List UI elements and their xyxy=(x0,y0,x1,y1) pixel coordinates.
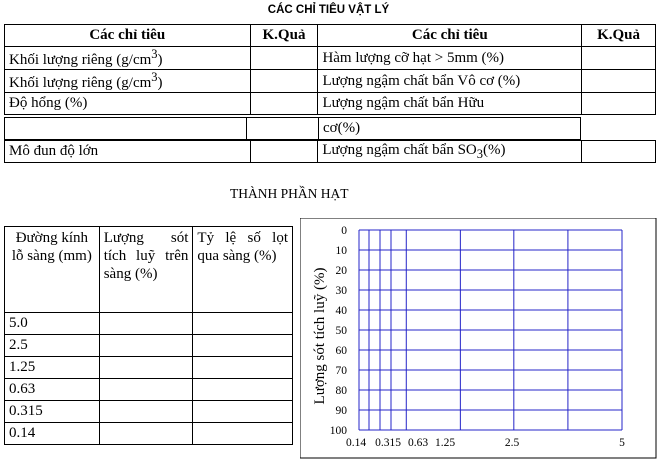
table-row xyxy=(5,141,656,163)
y-tick-label: 0 xyxy=(341,225,347,237)
table-row xyxy=(5,313,293,335)
passing-cell[interactable] xyxy=(193,401,293,423)
retained-cell[interactable] xyxy=(99,357,193,379)
column-header: Tỷ lệ số lọt qua sàng (%) xyxy=(193,227,293,313)
column-header: Các chỉ tiêu xyxy=(318,25,582,47)
table-row xyxy=(5,335,293,357)
result-cell[interactable] xyxy=(250,93,318,115)
property-name: Hàm lượng cỡ hạt > 5mm (%) xyxy=(318,47,582,70)
y-tick-label: 60 xyxy=(335,345,347,357)
y-tick-label: 40 xyxy=(335,305,347,317)
physical-properties-last-row xyxy=(4,140,656,163)
y-tick-label: 80 xyxy=(335,385,347,397)
chart-frame xyxy=(300,218,656,458)
sieve-size: 0.63 xyxy=(5,379,100,401)
passing-cell[interactable] xyxy=(193,379,293,401)
table-row xyxy=(5,379,293,401)
sieve-size: 1.25 xyxy=(5,357,100,379)
y-tick-label: 30 xyxy=(335,285,347,297)
result-cell[interactable] xyxy=(582,93,656,115)
column-header: K.Quả xyxy=(582,25,656,47)
y-tick-label: 70 xyxy=(335,365,347,377)
retained-cell[interactable] xyxy=(99,379,193,401)
property-name xyxy=(5,118,247,140)
sieve-size: 2.5 xyxy=(5,335,100,357)
y-axis-label: Lượng sót tích luỹ (%) xyxy=(312,267,328,405)
y-tick-label: 10 xyxy=(335,245,347,257)
property-name: cơ(%) xyxy=(319,118,581,140)
retained-cell[interactable] xyxy=(99,401,193,423)
x-tick-label: 0.14 xyxy=(345,437,367,449)
table-row xyxy=(5,70,656,93)
grain-composition-title: THÀNH PHẦN HẠT xyxy=(230,186,349,201)
sieve-size: 5.0 xyxy=(5,313,100,335)
sieve-size: 0.14 xyxy=(5,423,100,445)
column-header: Các chỉ tiêu xyxy=(5,25,251,47)
sieve-size: 0.315 xyxy=(5,401,100,423)
sieve-table xyxy=(4,226,293,445)
property-name: Độ hổng (%) xyxy=(5,93,251,115)
result-cell[interactable] xyxy=(582,47,656,70)
result-cell[interactable] xyxy=(247,118,319,140)
property-name: Lượng ngậm chất bẩn Vô cơ (%) xyxy=(318,70,582,93)
table-row xyxy=(5,47,656,70)
column-header: Đường kính lỗ sàng (mm) xyxy=(5,227,100,313)
table-row xyxy=(5,118,581,140)
column-header: Lượng sót tích luỹ trên sàng (%) xyxy=(99,227,193,313)
passing-cell[interactable] xyxy=(193,357,293,379)
physical-properties-split-row xyxy=(4,117,581,140)
table-row xyxy=(5,401,293,423)
x-tick-label: 1.25 xyxy=(434,437,456,449)
table-header-row xyxy=(5,227,293,313)
retained-cell[interactable] xyxy=(99,313,193,335)
y-tick-label: 100 xyxy=(329,425,347,437)
retained-cell[interactable] xyxy=(99,335,193,357)
result-cell[interactable] xyxy=(582,141,656,163)
x-tick-label: 0.315 xyxy=(375,437,401,449)
table-row xyxy=(5,93,656,115)
y-tick-label: 50 xyxy=(335,325,347,337)
x-tick-label: 5 xyxy=(619,437,625,449)
y-tick-label: 90 xyxy=(335,405,347,417)
result-cell[interactable] xyxy=(250,141,318,163)
property-name: Mô đun độ lớn xyxy=(5,141,251,163)
passing-cell[interactable] xyxy=(193,313,293,335)
result-cell[interactable] xyxy=(582,70,656,93)
grading-chart xyxy=(300,218,657,459)
page-title: CÁC CHỈ TIÊU VẬT LÝ xyxy=(267,4,390,16)
property-name: Lượng ngậm chất bẩn Hữu xyxy=(318,93,582,115)
y-tick-label: 20 xyxy=(335,265,347,277)
table-row xyxy=(5,357,293,379)
table-row xyxy=(5,423,293,445)
property-name: Khối lượng riêng $(g/cm^3)$ xyxy=(5,70,251,93)
retained-cell[interactable] xyxy=(99,423,193,445)
x-tick-label: 0.63 xyxy=(407,437,429,449)
physical-properties-table xyxy=(4,24,656,115)
result-cell[interactable] xyxy=(250,47,318,70)
passing-cell[interactable] xyxy=(193,423,293,445)
passing-cell[interactable] xyxy=(193,335,293,357)
property-name: Khối lượng riêng $(g/cm^3)$ xyxy=(5,47,251,70)
table-header-row xyxy=(5,25,656,47)
column-header: K.Quả xyxy=(250,25,318,47)
result-cell[interactable] xyxy=(250,70,318,93)
property-name: Lượng ngậm chất bẩn $SO_3(\%)$ xyxy=(318,141,582,163)
x-tick-label: 2.5 xyxy=(504,437,520,449)
